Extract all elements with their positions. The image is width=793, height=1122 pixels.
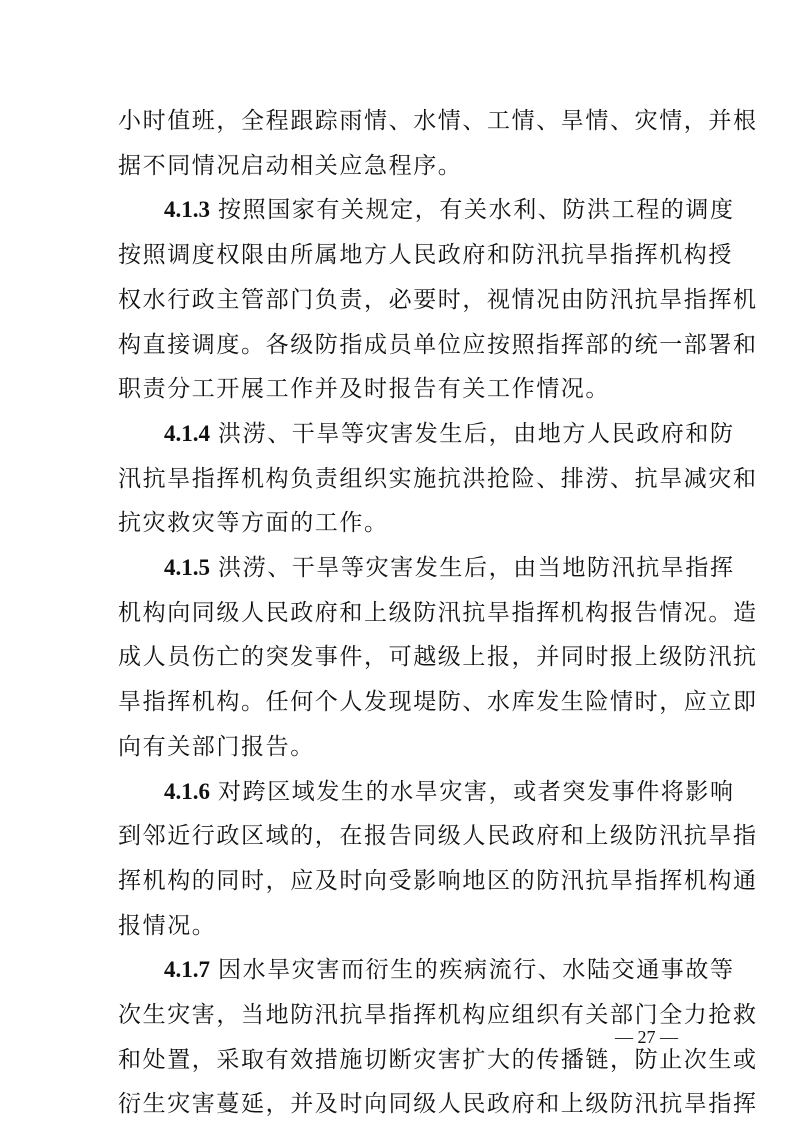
paragraph-line: 向有关部门报告。 (118, 734, 315, 760)
section-4-1-7-first-line (164, 955, 735, 985)
paragraph-line: 挥机构的同时，应及时向受影响地区的防汛抗旱指挥机构通 (118, 868, 758, 894)
paragraph-line: 小时值班，全程跟踪雨情、水情、工情、旱情、灾情，并根 (118, 108, 758, 134)
paragraph-line: 据不同情况启动相关应急程序。 (118, 153, 463, 179)
section-number: 4.1.3 (164, 197, 210, 222)
paragraph-line: 权水行政主管部门负责，必要时，视情况由防汛抗旱指挥机 (118, 287, 758, 313)
section-4-1-5-first-line (164, 553, 735, 583)
section-number: 4.1.6 (164, 779, 210, 804)
paragraph-line: 构直接调度。各级防指成员单位应按照指挥部的统一部署和 (118, 332, 758, 358)
page-number: — 27 — (615, 1027, 678, 1047)
section-text: 对跨区域发生的水旱灾害，或者突发事件将影响 (218, 779, 735, 805)
paragraph-line: 旱指挥机构。任何个人发现堤防、水库发生险情时，应立即 (118, 689, 758, 715)
section-text: 按照国家有关规定，有关水利、防洪工程的调度 (218, 197, 735, 223)
paragraph-line: 次生灾害，当地防汛抗旱指挥机构应组织有关部门全力抢救 (118, 1002, 758, 1028)
section-text: 洪涝、干旱等灾害发生后，由地方人民政府和防 (218, 421, 735, 447)
paragraph-line: 成人员伤亡的突发事件，可越级上报，并同时报上级防汛抗 (118, 644, 758, 670)
paragraph-line: 和处置，采取有效措施切断灾害扩大的传播链，防止次生或 (118, 1047, 758, 1073)
section-4-1-6-first-line (164, 777, 735, 807)
section-number: 4.1.4 (164, 421, 210, 446)
paragraph-line: 机构向同级人民政府和上级防汛抗旱指挥机构报告情况。造 (118, 600, 758, 626)
section-text: 洪涝、干旱等灾害发生后，由当地防汛抗旱指挥 (218, 555, 735, 581)
paragraph-line: 按照调度权限由所属地方人民政府和防汛抗旱指挥机构授 (118, 242, 733, 268)
section-number: 4.1.7 (164, 957, 210, 982)
paragraph-line: 到邻近行政区域的，在报告同级人民政府和上级防汛抗旱指 (118, 823, 758, 849)
paragraph-line: 衍生灾害蔓延，并及时向同级人民政府和上级防汛抗旱指挥 (118, 1091, 758, 1117)
section-4-1-4-first-line (164, 419, 735, 449)
section-text: 因水旱灾害而衍生的疾病流行、水陆交通事故等 (218, 957, 735, 983)
paragraph-line: 报情况。 (118, 913, 217, 939)
paragraph-line: 职责分工开展工作并及时报告有关工作情况。 (118, 376, 610, 402)
paragraph-line: 汛抗旱指挥机构负责组织实施抗洪抢险、排涝、抗旱减灾和 (118, 466, 758, 492)
paragraph-line: 抗灾救灾等方面的工作。 (118, 510, 389, 536)
section-number: 4.1.5 (164, 555, 210, 580)
section-4-1-3-first-line (164, 195, 735, 225)
